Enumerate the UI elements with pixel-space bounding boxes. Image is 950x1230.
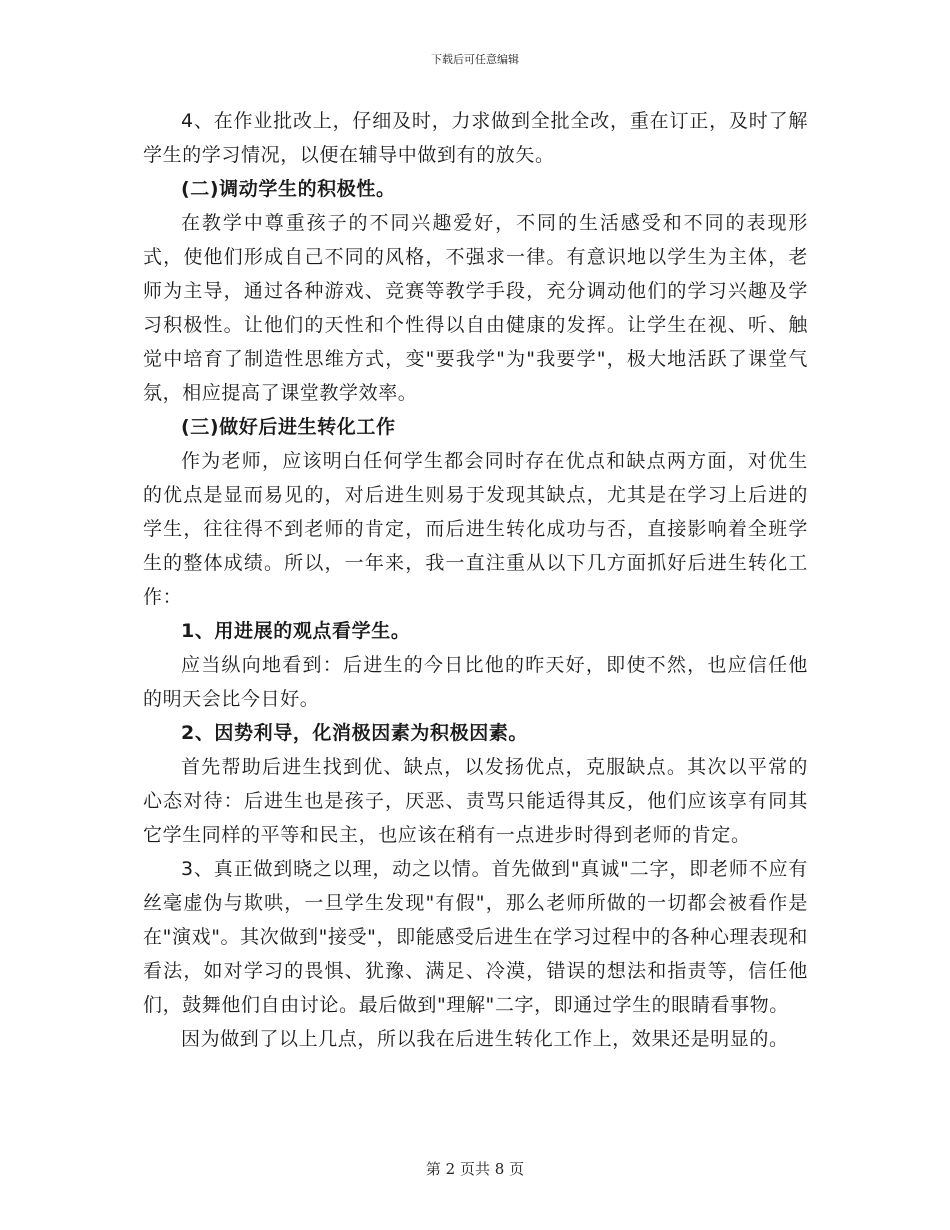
paragraph-reason-emotion: 3、真正做到晓之以理，动之以情。首先做到"真诚"二字，即老师不应有丝毫虚伪与欺哄，一旦学生发现"有假"，那么老师所做的一切都会被看作是在"演戏"。其次做到"接受"，即能感受后进生在学习过程中的各种心理表现和看法，如对学习的畏惧、犹豫、满足、冷漠，错误的想法和指责等，信任他们，鼓舞他们自由讨论。最后做到"理解"二字，即通过学生的眼睛看事物。 — [143, 858, 808, 1016]
paragraph-underachievers: 作为老师，应该明白任何学生都会同时存在优点和缺点两方面，对优生的优点是显而易见的，对后进生则易于发现其缺点，尤其是在学习上后进的学生，往往得不到老师的肯定，而后进生转化成功与否，直接影响着全班学生的整体成绩。所以，一年来，我一直注重从以下几方面抓好后进生转化工作： — [143, 450, 808, 608]
subheading-development-view: 1、用进展的观点看学生。 — [181, 620, 411, 642]
section-heading-underachievers: (三)做好后进生转化工作 — [181, 416, 396, 438]
document-body — [143, 104, 808, 1056]
paragraph-conclusion: 因为做到了以上几点，所以我在后进生转化工作上，效果还是明显的。 — [181, 1028, 789, 1050]
section-heading-motivation: (二)调动学生的积极性。 — [181, 178, 396, 200]
paragraph-guidance: 首先帮助后进生找到优、缺点，以发扬优点，克服缺点。其次以平常的心态对待：后进生也是孩子，厌恶、责骂只能适得其反，他们应该享有同其它学生同样的平等和民主，也应该在稍有一点进步时得到老师的肯定。 — [143, 756, 808, 846]
subheading-guidance: 2、因势利导，化消极因素为积极因素。 — [181, 722, 529, 744]
page-header: 下载后可任意编辑 — [431, 53, 519, 66]
paragraph-homework: 4、在作业批改上，仔细及时，力求做到全批全改，重在订正，及时了解学生的学习情况，以便在辅导中做到有的放矢。 — [143, 110, 808, 166]
paragraph-motivation: 在教学中尊重孩子的不同兴趣爱好，不同的生活感受和不同的表现形式，使他们形成自己不同的风格，不强求一律。有意识地以学生为主体，老师为主导，通过各种游戏、竞赛等教学手段，充分调动他们的学习兴趣及学习积极性。让他们的天性和个性得以自由健康的发挥。让学生在视、听、触觉中培育了制造性思维方式，变"要我学"为"我要学"，极大地活跃了课堂气氛，相应提高了课堂教学效率。 — [143, 212, 808, 404]
paragraph-development-view: 应当纵向地看到：后进生的今日比他的昨天好，即使不然，也应信任他的明天会比今日好。 — [143, 654, 808, 710]
page-footer: 第 2 页共 8 页 — [425, 1160, 525, 1178]
